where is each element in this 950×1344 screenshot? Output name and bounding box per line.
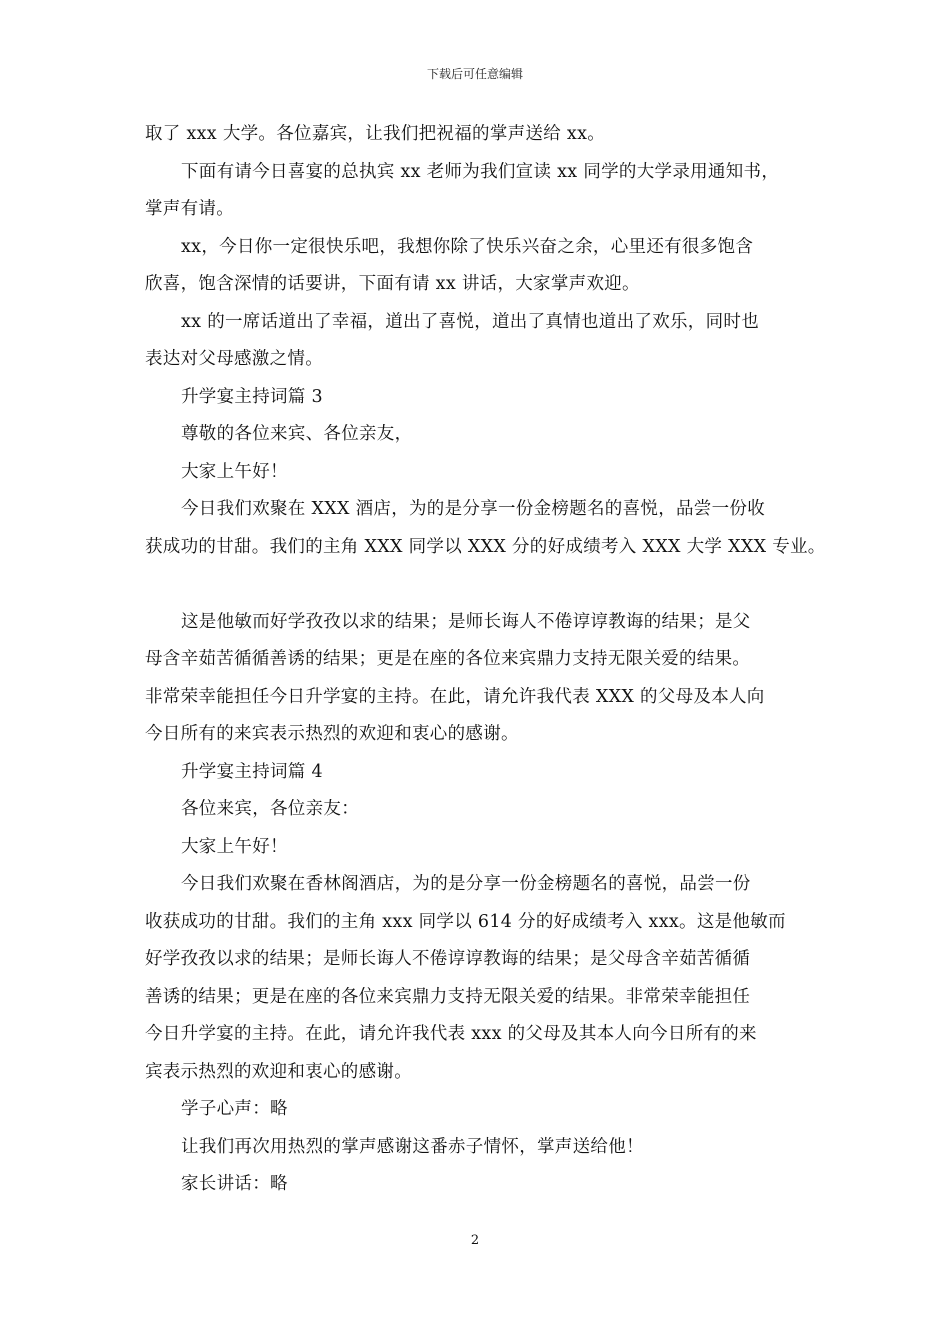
text-line: 各位来宾，各位亲友： <box>181 799 359 819</box>
text-line: 尊敬的各位来宾、各位亲友， <box>181 424 413 444</box>
text-line: 让我们再次用热烈的掌声感谢这番赤子情怀，掌声送给他！ <box>181 1136 644 1157</box>
text-line: 宾表示热烈的欢迎和衷心的感谢。 <box>145 1061 412 1082</box>
text-line: 取了 xxx 大学。各位嘉宾，让我们把祝福的掌声送给 xx。 <box>145 124 606 144</box>
text-line: 掌声有请。 <box>145 199 234 219</box>
text-line: 升学宴主持词篇 4 <box>181 761 323 782</box>
blank-line <box>145 566 813 604</box>
text-line: 家长讲话：略 <box>181 1174 288 1194</box>
text-line: 下面有请今日喜宴的总执宾 xx 老师为我们宣读 xx 同学的大学录用通知书， <box>181 161 780 182</box>
page-number: 2 <box>470 1233 480 1248</box>
page-header: 下载后可任意编辑 <box>426 67 523 81</box>
text-line: 大家上午好！ <box>181 836 288 857</box>
text-line: 好学孜孜以求的结果；是师长诲人不倦谆谆教诲的结果；是父母含辛茹苦循循 <box>145 949 751 969</box>
text-line: 表达对父母感激之情。 <box>145 349 323 369</box>
text-line: 母含辛茹苦循循善诱的结果；更是在座的各位来宾鼎力支持无限关爱的结果。 <box>145 649 751 669</box>
text-line: 这是他敏而好学孜孜以求的结果；是师长诲人不倦谆谆教诲的结果；是父 <box>181 611 751 632</box>
text-line: 善诱的结果；更是在座的各位来宾鼎力支持无限关爱的结果。非常荣幸能担任 <box>145 986 751 1007</box>
text-line: 今日升学宴的主持。在此，请允许我代表 xxx 的父母及其本人向今日所有的来 <box>145 1024 757 1044</box>
text-line: 非常荣幸能担任今日升学宴的主持。在此，请允许我代表 XXX 的父母及本人向 <box>145 686 765 707</box>
text-line: 获成功的甘甜。我们的主角 XXX 同学以 XXX 分的好成绩考入 XXX 大学 XXX 专业。 <box>145 536 826 557</box>
text-line: 今日我们欢聚在 XXX 酒店，为的是分享一份金榜题名的喜悦，品尝一份收 <box>181 499 765 519</box>
text-line: 欣喜，饱含深情的话要讲，下面有请 xx 讲话，大家掌声欢迎。 <box>145 274 640 294</box>
document-body <box>145 116 826 1204</box>
text-line: 升学宴主持词篇 3 <box>181 386 323 407</box>
text-line: 收获成功的甘甜。我们的主角 xxx 同学以 614 分的好成绩考入 xxx。这是他敏而 <box>145 911 786 932</box>
text-line: xx 的一席话道出了幸福，道出了喜悦，道出了真情也道出了欢乐，同时也 <box>181 311 759 332</box>
text-line: 学子心声：略 <box>181 1099 288 1119</box>
text-line: xx，今日你一定很快乐吧，我想你除了快乐兴奋之余，心里还有很多饱含 <box>181 236 754 257</box>
text-line: 大家上午好！ <box>181 461 288 482</box>
text-line: 今日所有的来宾表示热烈的欢迎和衷心的感谢。 <box>145 724 519 744</box>
text-line: 今日我们欢聚在香林阁酒店，为的是分享一份金榜题名的喜悦，品尝一份 <box>181 874 751 894</box>
